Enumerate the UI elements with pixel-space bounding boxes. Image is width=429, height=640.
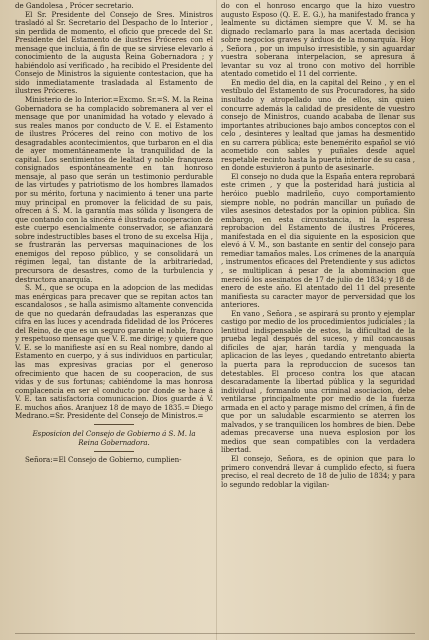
paragraph: Ministerio de lo Interior.=Excmo. Sr.=S. M. la Reina Gobernadora se ha complacido sobremanera al ver el mensage que por unanimidad ha votado y elevado á sus reales manos por conducto de V. E. el Estamento de ilustres Próceres del reino con motivo de los desagradables acontecimientos, que turbaron en el dia de ayer momentáneamente la tranquilidad de la capital. Los sentimientos de lealtad y noble franqueza consignados espontáneamente en tan honroso mensaje, al paso que serán un testimonio perdurable de las virtudes y patriotismo de los hombres llamados por su mérito, fortuna y nacimiento á tener una parte muy principal en promover la felicidad de su pais, ofrecen á S. M. la garantía mas sólida y lisongera de que contando con la sincéra é ilustrada cooperacion de este cuerpo esencialmente conservador, se afianzará sobre indestructibles bases el trono de su excelsa Hija , se frustrarán las perversas maquinaciones de los enemigos del reposo público, y se consolidará un régimen legal, tan distante de la arbitrariedad, precursora de desastres, como de la turbulencia y destructora anarquía. [15, 95, 213, 284]
page-bottom-edge [15, 633, 415, 634]
paragraph: El consejo no duda que la España entera reprobará este crimen , y que la posteridad hará justicia al heróico pueblo madrileño, cuyo comportamiento siempre noble, no podrán mancillar un puñado de viles asesinos detestados por la opinion pública. Sin embargo, en esta circunstancia, ni la espresa reprobacion del Estamento de ilustres Próceres, manifestada en el dia siguiente en la esposicion que elevó á V. M., son bastante en sentir del consejo para remediar tamaños males. Los crímenes de la anarquía , instrumentos eficaces del Pretendiente y sus adictos , se multiplican á pesar de la abominacion que mereció los asesinatos de 17 de julio de 1834; y 18 de enero de este año. El atentado del 11 del presente manifiesta su caracter mayor de perversidad que los anteriores. [221, 171, 415, 310]
paragraph: El Sr. Presidente del Consejo de Sres. Ministros trasladó al Sr. Secretario del Despacho de lo Interior , sin perdida de momento, el oficio que precede del Sr. Presidente del Estamento de ilustres Próceres con el mensage que incluia, á fin de que se sirviese elevarlo á conocimiento de la augusta Reina Gobernadora ; y habiéndolo así verificado , ha recibido el Presidente del Consejo de Ministros la siguiente contestacion, que ha sido inmediatamente trasladada al Estamento de ilustres Próceres. [15, 9, 213, 96]
paragraph: En vano , Señora , se aspirará su pronto y ejemplar castigo por medio de los procedimientos judiciales ; la lentitud indispensable de estos, la dificultad de la prueba legal después del suceso, y mil concausas difíciles de ajar, harán tardía y menguada la aplicacion de las leyes , quedando entretanto abierta la puerta para la reproduccion de sucesos tan detestables. El proceso contra los que atacan descaradamente la libertad pública y la seguridad individual , formando una criminal asociacion, debe ventilarse principalmente por medio de la fuerza armada en el acto y parage mismo del crímen, á fin de que por un saludable escarmiento se aterren los malvados, y se tranquilicen los hombres de bien. Debe ademas precaverse una nueva esplosion por los medios que sean compatibles con la verdadera libertad. [221, 308, 415, 455]
paragraph: S. M., que se ocupa en la adopcion de las medidas mas enérgicas para precaver que se repitan actos tan escandalosos , se halla asimismo altamente convencida de que no quedarán defraudadas las esperanzas que cifra en las luces y acendrada fidelidad de los Próceres del Reino, de que es un seguro garante el noble, franco y respetuoso mensage que V. E. me dirige; y quiere que V. E. se lo manifieste así en su Real nombre, dando al Estamento en cuerpo, y á sus individuos en particular, las mas expresivas gracias por el generoso ofrecimiento que hacen de su cooperacion, de sus vidas y de sus fortunas; cabiéndome la mas honrosa complacencia en ser el conducto por donde se hace á V. E. tan satisfactoria comunicacion. Dios guarde á V. E. muchos años. Aranjuez 18 de mayo de 1835.= Diego Medrano.=Sr. Presidente del Consejo de Ministros.= [15, 283, 213, 421]
divider [94, 424, 134, 425]
column-gutter [216, 0, 217, 640]
paragraph: En medio del dia, en la capital del Reino , y en el vestíbulo del Estamento de sus Procuradores, ha sido insultado y atropellado uno de ellos, sin quien concurre además la calidad de presidente de vuestro consejo de Ministros, cuando acababa de llenar sus importantes atribuciones bajo ambos conceptos con el celo , desinteres y lealtad que jamas ha desmentido en su carrera pública; este benemérito español se vió acometido con sables y puñales desde aquel respetable recinto hasta la puerta interior de su casa , en donde estuvieron á punto de asesinarle. [221, 77, 415, 173]
paragraph: do con el honroso encargo que la hizo vuestro augusto Esposo (Q. E. E. G.), ha manifestado franca y lealmente su dictámen siempre que V. M. se ha dignado reclamarlo para la mas acertada decision sobre negocios graves y árduos de la monarquía. Hoy , Señora , por un impulso irresistible, y sin aguardar vuestra soberana interpelacion, se apresura á levantar su voz al trono con motivo del horrible atentado cometido el 11 del corriente. [221, 2, 415, 79]
section-title: Esposicion del Consejo de Gobierno á S. M. la Reina Gobernadora. [32, 428, 196, 447]
closing-line: Señora:=El Consejo de Gobierno, cumplien- [25, 455, 182, 465]
right-column [221, 2, 415, 640]
divider [94, 451, 134, 452]
continuation-line: de Gandolesa , Prócer secretario. [15, 2, 134, 10]
left-column [15, 2, 213, 640]
paragraph: El consejo, Señora, es de opinion que para lo primero convendrá llevar á cumplido efecto, si fuera preciso, el real decreto de 18 de julio de 1834; y para lo segundo redoblar la vigilan- [221, 453, 415, 489]
